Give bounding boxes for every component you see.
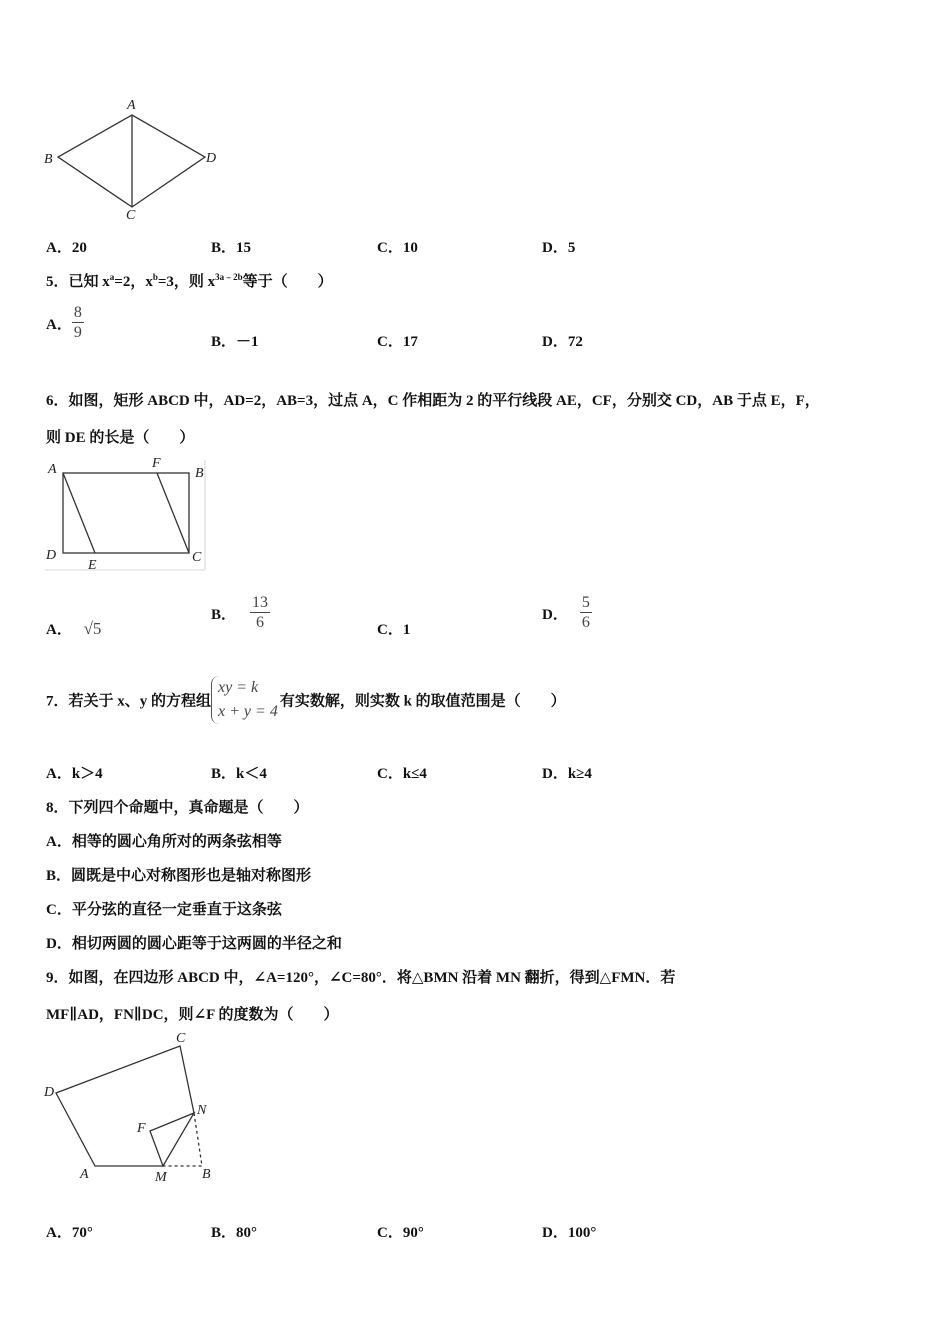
q9-label-c: C bbox=[176, 1031, 186, 1046]
q6-option-d bbox=[542, 594, 592, 633]
q4-label-c: C bbox=[126, 208, 136, 223]
q5-option-c: C．17 bbox=[377, 334, 418, 350]
q4-rhombus-figure bbox=[40, 95, 230, 225]
q9-quadrilateral-figure bbox=[40, 1028, 230, 1188]
q6-stem-line2: 则 DE 的长是（ ） bbox=[46, 430, 195, 446]
q6-rectangle-abcd bbox=[63, 473, 189, 553]
q8-option-d: D．相切两圆的圆心距等于这两圆的半径之和 bbox=[46, 936, 342, 952]
q5-frac-den: 9 bbox=[73, 324, 82, 341]
q8-stem: 8．下列四个命题中，真命题是（ ） bbox=[46, 800, 309, 816]
q6-fracd-den: 6 bbox=[581, 614, 590, 631]
q7-option-d: D．k≥4 bbox=[542, 766, 592, 782]
q4-label-d: D bbox=[206, 151, 217, 166]
q7-option-c: C．k≤4 bbox=[377, 766, 427, 782]
q5-stem-post: 等于（ ） bbox=[242, 274, 333, 290]
q6-label-c: C bbox=[192, 550, 202, 565]
q6-fracb-den: 6 bbox=[256, 614, 265, 631]
q5-option-a-label: A． bbox=[46, 317, 72, 333]
q6-rectangle-figure bbox=[40, 455, 215, 575]
q7-option-a: A．k＞4 bbox=[46, 766, 103, 782]
q6-segment-cf bbox=[157, 473, 189, 553]
q6-label-a: A bbox=[48, 462, 57, 477]
q6-stem-line1: 6．如图，矩形 ABCD 中，AD=2，AB=3，过点 A，C 作相距为 2 的平行线段 AE，CF，分别交 CD，AB 于点 E，F， bbox=[46, 393, 820, 409]
q4-label-a: A bbox=[127, 98, 136, 113]
q5-option-b: B．－1 bbox=[211, 334, 259, 350]
q7-option-b: B．k＜4 bbox=[211, 766, 267, 782]
q8-option-b: B．圆既是中心对称图形也是轴对称图形 bbox=[46, 868, 312, 884]
q5-frac-num: 8 bbox=[73, 304, 82, 321]
q9-option-b: B．80° bbox=[211, 1225, 258, 1241]
q6-fracb-num: 13 bbox=[252, 594, 269, 611]
q5-stem bbox=[46, 270, 333, 291]
q6-label-f: F bbox=[152, 456, 161, 471]
q9-triangle-fmn bbox=[150, 1113, 194, 1166]
q5-sup-exp: 3a﹣2b bbox=[215, 272, 243, 282]
q6-option-a-label: A． bbox=[46, 622, 72, 638]
q5-option-d: D．72 bbox=[542, 334, 583, 350]
q4-option-b: B．15 bbox=[211, 240, 252, 256]
q9-label-b: B bbox=[202, 1167, 211, 1182]
q9-label-n: N bbox=[197, 1103, 207, 1118]
q7-eq1: xy = k bbox=[218, 679, 259, 696]
q8-option-a: A．相等的圆心角所对的两条弦相等 bbox=[46, 834, 282, 850]
q6-option-c: C．1 bbox=[377, 622, 411, 638]
q9-stem-line1: 9．如图，在四边形 ABCD 中，∠A=120°，∠C=80°．将△BMN 沿着 MN 翻折，得到△FMN．若 bbox=[46, 970, 676, 986]
q4-option-d: D．5 bbox=[542, 240, 576, 256]
q6-fraction-5-6 bbox=[580, 594, 592, 633]
q4-label-b: B bbox=[44, 152, 53, 167]
q5-mid1: =2，x bbox=[114, 274, 153, 290]
q9-dashed-nbm bbox=[163, 1113, 202, 1166]
q6-segment-ae bbox=[63, 473, 95, 553]
q4-option-c: C．10 bbox=[377, 240, 418, 256]
q6-sqrt5: √5 bbox=[83, 619, 102, 638]
q6-option-b bbox=[211, 594, 270, 633]
q7-stem bbox=[46, 676, 566, 724]
q6-label-e: E bbox=[88, 558, 97, 573]
q5-option-a bbox=[46, 304, 84, 343]
q7-stem-pre: 7．若关于 x、y 的方程组 bbox=[46, 693, 212, 710]
q6-label-d: D bbox=[46, 548, 57, 563]
q9-option-d: D．100° bbox=[542, 1225, 597, 1241]
q6-fracd-num: 5 bbox=[581, 594, 590, 611]
q9-label-d: D bbox=[44, 1085, 55, 1100]
q9-label-a: A bbox=[80, 1167, 89, 1182]
q6-option-b-label: B． bbox=[211, 607, 237, 623]
q7-eq2: x + y = 4 bbox=[218, 703, 278, 720]
q9-option-c: C．90° bbox=[377, 1225, 424, 1241]
q5-sup-a: a bbox=[109, 272, 115, 282]
q6-label-b: B bbox=[195, 466, 204, 481]
q9-option-a: A．70° bbox=[46, 1225, 93, 1241]
q9-label-m: M bbox=[155, 1170, 167, 1185]
q5-mid2: =3，则 x bbox=[157, 274, 216, 290]
q6-fraction-13-6 bbox=[250, 594, 270, 633]
q9-label-f: F bbox=[137, 1121, 146, 1136]
q5-fraction-8-9 bbox=[72, 304, 84, 343]
q6-option-a bbox=[46, 618, 101, 639]
q7-stem-post: 有实数解，则实数 k 的取值范围是（ ） bbox=[279, 693, 566, 710]
q5-sup-b: b bbox=[152, 272, 158, 282]
q5-stem-pre: 5．已知 x bbox=[46, 274, 110, 290]
q8-option-c: C．平分弦的直径一定垂直于这条弦 bbox=[46, 902, 282, 918]
q4-option-a: A．20 bbox=[46, 240, 87, 256]
q7-equation-system bbox=[211, 676, 278, 724]
q9-stem-line2: MF∥AD，FN∥DC，则∠F 的度数为（ ） bbox=[46, 1007, 339, 1023]
q6-option-d-label: D． bbox=[542, 607, 568, 623]
